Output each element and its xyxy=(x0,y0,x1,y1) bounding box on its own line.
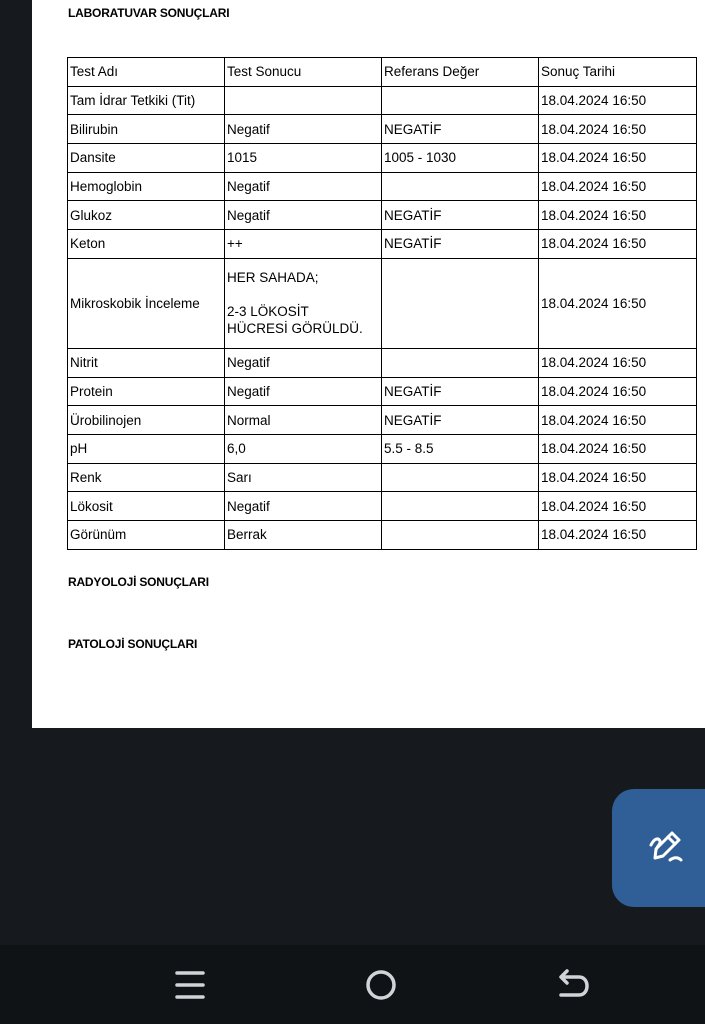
table-header-row xyxy=(68,58,697,87)
cell-date: 18.04.2024 16:50 xyxy=(539,201,697,230)
lab-results-title: LABORATUVAR SONUÇLARI xyxy=(68,6,230,20)
table-row xyxy=(68,463,697,492)
cell-test-result: Normal xyxy=(225,406,382,435)
table-row xyxy=(68,258,697,348)
table-row xyxy=(68,201,697,230)
cell-date: 18.04.2024 16:50 xyxy=(539,463,697,492)
cell-date: 18.04.2024 16:50 xyxy=(539,520,697,549)
header-reference-value: Referans Değer xyxy=(382,58,539,87)
cell-test-result: Berrak xyxy=(225,520,382,549)
cell-reference: 1005 - 1030 xyxy=(382,144,539,173)
lab-results-table xyxy=(67,57,697,550)
table-row xyxy=(68,115,697,144)
document-page xyxy=(32,0,705,728)
cell-test-name: Keton xyxy=(68,230,225,259)
table-row xyxy=(68,86,697,115)
recent-apps-button[interactable] xyxy=(168,965,212,1005)
cell-test-name: Görünüm xyxy=(68,520,225,549)
cell-test-result xyxy=(225,86,382,115)
cell-test-result: HER SAHADA; 2-3 LÖKOSİT HÜCRESİ GÖRÜLDÜ. xyxy=(225,258,382,348)
radiology-results-title: RADYOLOJİ SONUÇLARI xyxy=(68,575,209,589)
cell-date: 18.04.2024 16:50 xyxy=(539,434,697,463)
cell-reference xyxy=(382,348,539,377)
cell-reference xyxy=(382,520,539,549)
table-row xyxy=(68,406,697,435)
cell-test-name: Nitrit xyxy=(68,348,225,377)
table-row xyxy=(68,434,697,463)
home-button[interactable] xyxy=(359,965,403,1005)
cell-reference: NEGATİF xyxy=(382,115,539,144)
cell-test-result: 1015 xyxy=(225,144,382,173)
cell-reference: NEGATİF xyxy=(382,201,539,230)
cell-reference: NEGATİF xyxy=(382,230,539,259)
cell-date: 18.04.2024 16:50 xyxy=(539,377,697,406)
cell-date: 18.04.2024 16:50 xyxy=(539,348,697,377)
table-row xyxy=(68,520,697,549)
table-row xyxy=(68,492,697,521)
cell-test-name: Dansite xyxy=(68,144,225,173)
cell-test-result: Negatif xyxy=(225,115,382,144)
cell-date: 18.04.2024 16:50 xyxy=(539,492,697,521)
edit-fab-button[interactable] xyxy=(612,789,705,907)
cell-test-name: Glukoz xyxy=(68,201,225,230)
cell-test-name: Mikroskobik İnceleme xyxy=(68,258,225,348)
cell-test-name: Protein xyxy=(68,377,225,406)
system-nav-bar xyxy=(0,945,705,1024)
header-test-name: Test Adı xyxy=(68,58,225,87)
table-row xyxy=(68,230,697,259)
recent-apps-icon xyxy=(168,965,212,1005)
cell-date: 18.04.2024 16:50 xyxy=(539,230,697,259)
home-icon xyxy=(359,965,403,1005)
cell-date: 18.04.2024 16:50 xyxy=(539,406,697,435)
table-row xyxy=(68,377,697,406)
table-row xyxy=(68,172,697,201)
cell-reference xyxy=(382,492,539,521)
back-button[interactable] xyxy=(551,965,595,1005)
cell-reference: NEGATİF xyxy=(382,377,539,406)
cell-date: 18.04.2024 16:50 xyxy=(539,115,697,144)
table-row xyxy=(68,348,697,377)
cell-test-result: Sarı xyxy=(225,463,382,492)
header-result-date: Sonuç Tarihi xyxy=(539,58,697,87)
cell-reference: NEGATİF xyxy=(382,406,539,435)
cell-test-result: 6,0 xyxy=(225,434,382,463)
cell-test-name: Bilirubin xyxy=(68,115,225,144)
cell-test-result: Negatif xyxy=(225,172,382,201)
pathology-results-title: PATOLOJİ SONUÇLARI xyxy=(68,637,198,651)
cell-test-name: Ürobilinojen xyxy=(68,406,225,435)
cell-date: 18.04.2024 16:50 xyxy=(539,258,697,348)
edit-pen-icon xyxy=(648,827,686,865)
cell-reference xyxy=(382,258,539,348)
cell-test-name: Hemoglobin xyxy=(68,172,225,201)
cell-date: 18.04.2024 16:50 xyxy=(539,86,697,115)
cell-reference: 5.5 - 8.5 xyxy=(382,434,539,463)
back-icon xyxy=(551,965,595,1005)
cell-reference xyxy=(382,172,539,201)
cell-test-result: Negatif xyxy=(225,348,382,377)
table-row xyxy=(68,144,697,173)
cell-test-name: Tam İdrar Tetkiki (Tit) xyxy=(68,86,225,115)
cell-test-result: Negatif xyxy=(225,201,382,230)
cell-test-name: Renk xyxy=(68,463,225,492)
cell-date: 18.04.2024 16:50 xyxy=(539,172,697,201)
cell-reference xyxy=(382,463,539,492)
cell-test-result: Negatif xyxy=(225,492,382,521)
cell-date: 18.04.2024 16:50 xyxy=(539,144,697,173)
cell-test-result: ++ xyxy=(225,230,382,259)
cell-test-result: Negatif xyxy=(225,377,382,406)
cell-reference xyxy=(382,86,539,115)
header-test-result: Test Sonucu xyxy=(225,58,382,87)
cell-test-name: Lökosit xyxy=(68,492,225,521)
cell-test-name: pH xyxy=(68,434,225,463)
